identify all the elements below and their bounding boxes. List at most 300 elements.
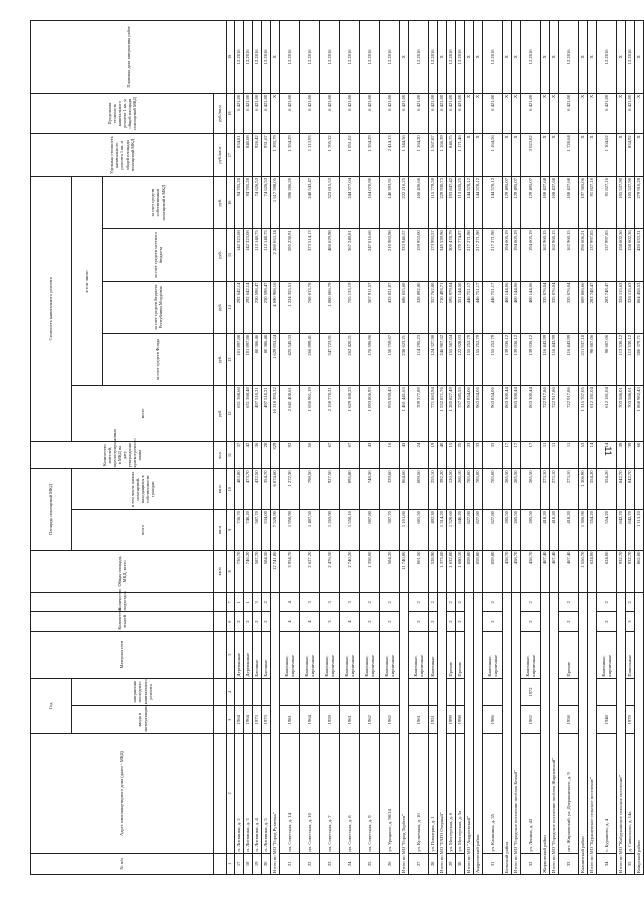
cost-fund-cell: 262 420,21	[340, 333, 360, 385]
table-row	[380, 21, 400, 875]
row-number: 20	[262, 853, 271, 874]
cost-local-cell: 194 605,19	[521, 229, 541, 281]
cost-local-cell: 217 271,98	[483, 229, 503, 281]
table-row	[409, 21, 429, 875]
cost-owners-cell: 105 537,90	[617, 176, 626, 228]
entrances-cell: 3	[300, 593, 320, 612]
residents-cell: 43	[400, 441, 409, 469]
premises-area-cell: 1 265,90	[320, 510, 340, 551]
planned-date-cell: X	[438, 21, 447, 94]
unit-rub: руб.	[214, 386, 227, 442]
max-cost-cell: 6 421,00	[244, 93, 253, 134]
floors-cell: 2	[360, 612, 380, 631]
planned-date-cell: 12.2016	[300, 21, 320, 94]
planned-date-cell: 12.2016	[429, 21, 438, 94]
unit-m2: кв.м	[214, 550, 227, 593]
premises-area-cell: 842,70	[617, 510, 626, 551]
cost-region-cell: 755 133,19	[340, 281, 360, 333]
floors-cell: 2	[253, 612, 262, 631]
cost-region-cell: 595 979,04	[447, 281, 456, 333]
planned-date-cell: 12.2016	[559, 21, 579, 94]
max-cost-cell: X	[512, 93, 521, 134]
cost-local-cell: 2 280 053,14	[271, 229, 280, 281]
year-repair-cell	[340, 678, 360, 706]
cost-local-cell: 247 016,66	[360, 229, 380, 281]
unit-people: чел.	[214, 441, 227, 469]
header-cost-region: за счет средств бюджета Республики Мордовия	[103, 281, 214, 333]
citizen-area-cell: 609,50	[409, 469, 429, 510]
header-total-area: Общая площадь МКД, всего	[31, 550, 214, 593]
premises-area-cell: 492,30	[429, 510, 438, 551]
year-commission-cell: 1962	[521, 706, 541, 734]
table-row	[483, 21, 503, 875]
citizen-area-cell: 255,10	[429, 469, 438, 510]
cost-owners-cell: 129 495,07	[512, 176, 521, 228]
total-area-cell: 467,40	[550, 550, 559, 593]
total-area-cell: 624,00	[597, 550, 617, 593]
entrances-cell: 1	[244, 593, 253, 612]
unit-cost-cell: 1 171,46	[456, 134, 465, 177]
cost-local-cell: 333 946,57	[400, 229, 409, 281]
cost-fund-cell: 122 028,03	[456, 333, 465, 385]
cost-owners-cell: 144 578,12	[474, 176, 483, 228]
total-area-cell: 859,80	[474, 550, 483, 593]
total-area-cell: 932,70	[626, 550, 635, 593]
year-commission-cell: 1973	[253, 706, 262, 734]
entrances-cell: 2	[447, 593, 456, 612]
header-entrances: Количество подъездов	[31, 593, 214, 612]
cost-region-cell: 433 821,87	[380, 281, 400, 333]
citizen-area-cell: 895,80	[340, 469, 360, 510]
subtotal-label: Андреевский район	[474, 593, 483, 875]
planned-date-cell: 12.2016	[521, 21, 541, 94]
year-commission-cell: 1999	[447, 706, 456, 734]
wall-material-cell: Каменные	[429, 631, 438, 678]
residents-cell: 17	[512, 441, 521, 469]
subtotal-row	[512, 21, 521, 875]
wall-material-cell: Деревянные	[244, 631, 253, 678]
column-numbers-row: 1 2 3 4 5 6 7 8 9 10 11 12 13 14 15 16 17 18 19	[227, 21, 235, 875]
max-cost-cell: 6 421,00	[280, 93, 300, 134]
cost-region-cell: 335 076,04	[550, 281, 559, 333]
premises-area-cell: 418,20	[559, 510, 579, 551]
planned-date-cell: 12.2016	[409, 21, 429, 94]
cost-fund-cell: 101 897,88	[235, 333, 244, 385]
year-commission-cell: 1958	[559, 706, 579, 734]
table-row	[235, 21, 244, 875]
year-commission-cell: 1962	[360, 706, 380, 734]
planned-date-cell: X	[503, 21, 512, 94]
citizen-area-cell: 785,00	[483, 469, 503, 510]
cost-total-cell: 963 854,06	[474, 386, 483, 442]
subtotal-row	[503, 21, 512, 875]
max-cost-cell: 6 421,00	[597, 93, 617, 134]
cost-fund-cell: 300 379,71	[635, 333, 644, 385]
max-cost-cell: X	[579, 93, 588, 134]
unit-cost-cell: 926,42	[253, 134, 262, 177]
cost-total-cell: 709 577,89	[409, 386, 429, 442]
citizen-area-cell: 785,00	[465, 469, 474, 510]
cost-total-cell: 863 300,44	[503, 386, 512, 442]
total-area-cell: 1 373,60	[438, 550, 447, 593]
table-row	[626, 21, 635, 875]
header-premises-citizens: в том числе жилых помещений, находящихся в собственности граждан	[72, 469, 214, 510]
cost-fund-cell: 98 607,06	[597, 333, 617, 385]
premises-area-cell: 418,20	[550, 510, 559, 551]
total-area-cell: 2 476,50	[320, 550, 340, 593]
cost-region-cell: 400 144,06	[503, 281, 512, 333]
entrances-cell: 2	[597, 593, 617, 612]
planned-date-cell: X	[550, 21, 559, 94]
floors-cell: 2	[597, 612, 617, 631]
cost-local-cell: 162 960,15	[559, 229, 579, 281]
cost-region-cell: 710 493,71	[438, 281, 447, 333]
table-body	[227, 21, 644, 875]
premises-area-cell: 1 314,20	[438, 510, 447, 551]
cost-fund-cell: 155 252,79	[483, 333, 503, 385]
total-area-cell: 2 740,20	[340, 550, 360, 593]
floors-cell: 2	[380, 612, 400, 631]
table-row	[253, 21, 262, 875]
entrances-cell: 3	[340, 593, 360, 612]
subtotal-label: Итого по МО "Андреевский"	[465, 593, 474, 875]
cost-total-cell: 612 181,04	[597, 386, 617, 442]
cost-owners-cell: 164 070,90	[360, 176, 380, 228]
year-commission-cell: 1951	[429, 706, 438, 734]
unit-cost-cell: 1 567,87	[429, 134, 438, 177]
subtotal-label: Жирновский район	[541, 593, 550, 875]
cost-local-cell: 173 993,57	[429, 229, 438, 281]
row-number: 17	[235, 853, 244, 874]
planned-date-cell: 12.2016	[253, 21, 262, 94]
max-cost-cell: X	[465, 93, 474, 134]
cost-total-cell: 963 854,06	[465, 386, 474, 442]
premises-area-cell: 1 306,90	[579, 510, 588, 551]
table-row	[597, 21, 617, 875]
total-area-cell: 736,70	[235, 550, 244, 593]
residents-cell: 37	[235, 441, 244, 469]
cost-owners-cell: 74 626,53	[253, 176, 262, 228]
cost-total-cell: 1 656 961,19	[300, 386, 320, 442]
citizen-area-cell: 1 272,30	[280, 469, 300, 510]
cost-total-cell: 612 181,04	[588, 386, 597, 442]
year-commission-cell: 1962	[380, 706, 400, 734]
planned-date-cell: X	[512, 21, 521, 94]
planned-date-cell: 12.2016	[456, 21, 465, 94]
residents-cell: 14	[588, 441, 597, 469]
max-cost-cell: 6 421,00	[380, 93, 400, 134]
wall-material-cell: Каменные, кирпичные	[300, 631, 320, 678]
year-commission-cell: 1998	[456, 706, 465, 734]
planned-date-cell: X	[400, 21, 409, 94]
cost-total-cell: 2 158 770,21	[320, 386, 340, 442]
total-area-cell: 862,00	[635, 550, 644, 593]
unit-cost-cell: X	[512, 134, 521, 177]
max-cost-cell: X	[271, 93, 280, 134]
residents-cell: 36	[253, 441, 262, 469]
row-number: 22	[300, 853, 320, 874]
cost-owners-cell: 106 436,66	[409, 176, 429, 228]
entrances-cell: 2	[262, 593, 271, 612]
cost-local-cell: 162 960,15	[550, 229, 559, 281]
citizen-area-cell: 842,70	[617, 469, 626, 510]
unit-cost-cell: 1 164,56	[483, 134, 503, 177]
row-number: 23	[320, 853, 340, 874]
max-cost-cell: 6 421,00	[300, 93, 320, 134]
max-cost-cell: X	[474, 93, 483, 134]
wall-material-cell: Каменные, кирпичные	[340, 631, 360, 678]
wall-material-cell: Каменные, кирпичные	[483, 631, 503, 678]
year-repair-cell	[483, 678, 503, 706]
planned-date-cell: X	[617, 21, 626, 94]
residents-cell: 28	[262, 441, 271, 469]
entrances-cell: 2	[360, 593, 380, 612]
max-cost-cell: 6 421,00	[340, 93, 360, 134]
cost-region-cell: 283 748,47	[588, 281, 597, 333]
header-max-cost: Предельная стоимость капитального ремонта 1 кв. м общей площади помещений МКД	[31, 93, 214, 134]
subtotal-row	[617, 21, 626, 875]
rotated-page	[30, 20, 642, 875]
entrances-cell: 2	[521, 593, 541, 612]
unit-cost-cell: X	[541, 134, 550, 177]
header-cost-owners: за счет средств собственников помещений в МКД	[103, 176, 214, 228]
cost-local-cell: 194 605,19	[512, 229, 521, 281]
max-cost-cell: 6 421,00	[409, 93, 429, 134]
cost-total-cell: 1 629 180,25	[340, 386, 360, 442]
planned-date-cell: X	[635, 21, 644, 94]
cost-owners-cell: 244 377,04	[340, 176, 360, 228]
citizen-area-cell: 554,20	[597, 469, 617, 510]
unit-rub-m2: руб./кв.м	[214, 134, 227, 177]
table-row	[447, 21, 456, 875]
residents-cell: 14	[597, 441, 617, 469]
cost-local-cell: 159 953,00	[409, 229, 429, 281]
planned-date-cell: 12.2016	[262, 21, 271, 94]
residents-cell: 56	[300, 441, 320, 469]
cost-fund-cell: 246 907,32	[438, 333, 447, 385]
premises-area-cell: 554,20	[597, 510, 617, 551]
wall-material-cell: Каменные, кирпичные	[280, 631, 300, 678]
table-row	[521, 21, 541, 875]
premises-area-cell: 587,70	[253, 510, 262, 551]
entrances-cell: 2	[456, 593, 465, 612]
floors-cell: 2	[244, 612, 253, 631]
cost-local-cell: 142 323,08	[244, 229, 253, 281]
total-area-cell: 467,40	[559, 550, 579, 593]
cost-region-cell: 326 115,63	[617, 281, 626, 333]
year-repair-cell	[244, 678, 253, 706]
cost-owners-cell: 108 437,68	[559, 176, 579, 228]
cost-owners-cell: 74 626,53	[262, 176, 271, 228]
wall-material-cell: Каменные, кирпичные	[380, 631, 400, 678]
planned-date-cell: X	[474, 21, 483, 94]
entrances-cell: 2	[380, 593, 400, 612]
unit-cost-cell: 846,08	[244, 134, 253, 177]
cost-total-cell: 1 481 441,63	[400, 386, 409, 442]
cost-region-cell: 326 115,63	[626, 281, 635, 333]
cost-region-cell: 864 458,53	[635, 281, 644, 333]
premises-area-cell: 285,50	[512, 510, 521, 551]
year-repair-cell	[380, 678, 400, 706]
planned-date-cell: 12.2016	[447, 21, 456, 94]
max-cost-cell: 6 421,00	[360, 93, 380, 134]
cost-local-cell: 158 602,36	[626, 229, 635, 281]
cost-total-cell: 1 868 982,43	[635, 386, 644, 442]
citizen-area-cell: 273,10	[550, 469, 559, 510]
entrances-cell: 3	[253, 593, 262, 612]
cost-fund-cell: 139 036,12	[512, 333, 521, 385]
header-cost-fund: за счет средств Фонда	[103, 333, 214, 385]
total-area-cell: 932,70	[617, 550, 626, 593]
unit-cost-cell: X	[588, 134, 597, 177]
planned-date-cell: 12.2016	[320, 21, 340, 94]
table-row	[360, 21, 380, 875]
year-commission-cell: 1959	[320, 706, 340, 734]
total-area-cell: 3 954,70	[280, 550, 300, 593]
subtotal-label: Итого по МО "Городское поселение посёлок Белый"	[512, 593, 521, 875]
header-cost-local: за счет средств местного бюджета	[103, 229, 214, 281]
residents-cell: 11	[541, 441, 550, 469]
unit-cost-cell: 834,92	[626, 134, 635, 177]
header-year: Год	[31, 678, 72, 734]
cost-region-cell: 335 076,04	[541, 281, 550, 333]
unit-cost-cell: X	[550, 134, 559, 177]
table-row	[559, 21, 579, 875]
total-area-cell: 458,70	[512, 550, 521, 593]
cost-region-cell: 335 076,04	[559, 281, 579, 333]
cost-fund-cell: 155 567,04	[447, 333, 456, 385]
wall-material-cell: Прочие	[447, 631, 456, 678]
floors-cell: 4	[340, 612, 360, 631]
citizen-area-cell: 329,60	[380, 469, 400, 510]
premises-area-cell: 807,80	[360, 510, 380, 551]
cost-fund-cell: 98 607,06	[588, 333, 597, 385]
entrances-cell: 2	[409, 593, 429, 612]
max-cost-cell: 6 421,00	[559, 93, 579, 134]
planned-date-cell: 12.2016	[244, 21, 253, 94]
row-number: 27	[409, 853, 429, 874]
wall-material-cell: Каменные, кирпичные	[360, 631, 380, 678]
citizen-area-cell: 785,00	[474, 469, 483, 510]
cost-local-cell: 210 983,98	[380, 229, 400, 281]
total-area-cell: 528,90	[429, 550, 438, 593]
year-repair-cell	[300, 678, 320, 706]
residents-cell: 40	[438, 441, 447, 469]
cost-owners-cell: 115 779,59	[429, 176, 438, 228]
total-area-cell: 584,50	[262, 550, 271, 593]
citizen-area-cell: 273,10	[541, 469, 550, 510]
cost-region-cell: 230 598,47	[262, 281, 271, 333]
cost-fund-cell: 139 036,12	[521, 333, 541, 385]
max-cost-cell: 6 421,00	[235, 93, 244, 134]
premises-area-cell: 1 113,10	[635, 510, 644, 551]
cost-fund-cell: 80 386,46	[262, 333, 271, 385]
entrances-cell: 1	[235, 593, 244, 612]
wall-material-cell: Каменные, кирпичные	[597, 631, 617, 678]
planned-date-cell: 12.2016	[380, 21, 400, 94]
cost-owners-cell: 279 910,28	[635, 176, 644, 228]
max-cost-cell: X	[588, 93, 597, 134]
cost-fund-cell: 150 759,67	[380, 333, 400, 385]
cost-region-cell: 400 144,06	[521, 281, 541, 333]
cost-local-cell: 158 602,36	[617, 229, 626, 281]
address-cell: пл. Советская, д. 14	[280, 734, 300, 854]
total-area-cell: 467,40	[541, 550, 550, 593]
max-cost-cell: 6 421,00	[429, 93, 438, 134]
total-area-cell: 1 680,10	[456, 550, 465, 593]
cost-region-cell: 768 013,78	[300, 281, 320, 333]
planned-date-cell: 12.2016	[597, 21, 617, 94]
cost-region-cell: 446 751,17	[483, 281, 503, 333]
floors-cell: 2	[456, 612, 465, 631]
unit-cost-cell: 1 104,62	[597, 134, 617, 177]
address-cell: пл. Советская, д. 8	[340, 734, 360, 854]
header-unit-cost: Удельная стоимость капитального ремонта 1 кв. м общей площади помещений МКД	[31, 134, 214, 177]
subtotal-row	[588, 21, 597, 875]
planned-date-cell: 12.2016	[280, 21, 300, 94]
row-number: 30	[456, 853, 465, 874]
address-cell: ул. Пионерия, д. 1	[429, 734, 438, 854]
floors-cell: 2	[409, 612, 429, 631]
cost-total-cell: 963 854,06	[483, 386, 503, 442]
residents-cell: 67	[340, 441, 360, 469]
cost-region-cell: 328 892,80	[409, 281, 429, 333]
cost-total-cell: 771 863,94	[429, 386, 438, 442]
citizen-area-cell: 927,50	[320, 469, 340, 510]
wall-material-cell: Прочие	[456, 631, 465, 678]
wall-material-cell: Каменные, кирпичные	[409, 631, 429, 678]
premises-area-cell: 746,20	[244, 510, 253, 551]
row-number: 26	[380, 853, 400, 874]
citizen-area-cell: 473,70	[244, 469, 253, 510]
residents-cell: 25	[456, 441, 465, 469]
wall-material-cell: Блочные	[262, 631, 271, 678]
total-area-cell: 587,70	[253, 550, 262, 593]
entrances-cell: 2	[483, 593, 503, 612]
address-cell: ул. Ленина, д. 43	[521, 734, 541, 854]
premises-area-cell: 736,70	[235, 510, 244, 551]
unit-cost-cell: 1 164,20	[409, 134, 429, 177]
max-cost-cell: 6 421,00	[253, 93, 262, 134]
header-address: Адрес многоквартирного дома (далее - МКД)	[31, 734, 214, 854]
residents-cell: 67	[320, 441, 340, 469]
year-repair-cell	[280, 678, 300, 706]
total-area-cell: 2 627,20	[300, 550, 320, 593]
residents-cell: 11	[559, 441, 579, 469]
unit-rub: руб.	[214, 176, 227, 228]
cost-owners-cell: 323 815,53	[320, 176, 340, 228]
cost-owners-cell: 94 705,28	[235, 176, 244, 228]
address-cell: п. Литвинки, д. 2	[235, 734, 244, 854]
table-row	[244, 21, 253, 875]
address-cell: п. Литвинки, д. 3	[244, 734, 253, 854]
year-commission-cell: 1986	[483, 706, 503, 734]
residents-cell: 60	[635, 441, 644, 469]
residents-cell: 19	[429, 441, 438, 469]
unit-cost-cell: 2 414,13	[380, 134, 400, 177]
cost-region-cell: 609 866,66	[579, 281, 588, 333]
year-repair-cell	[447, 678, 456, 706]
table-row	[429, 21, 438, 875]
total-area-cell: 859,80	[483, 550, 503, 593]
floors-cell: 3	[626, 612, 635, 631]
subtotal-row	[635, 21, 644, 875]
premises-area-cell: 7 528,90	[271, 510, 280, 551]
cost-fund-cell: 176 596,96	[360, 333, 380, 385]
table-row	[340, 21, 360, 875]
cost-total-cell: 2 641 408,61	[280, 386, 300, 442]
cost-total-cell: 722 917,86	[550, 386, 559, 442]
